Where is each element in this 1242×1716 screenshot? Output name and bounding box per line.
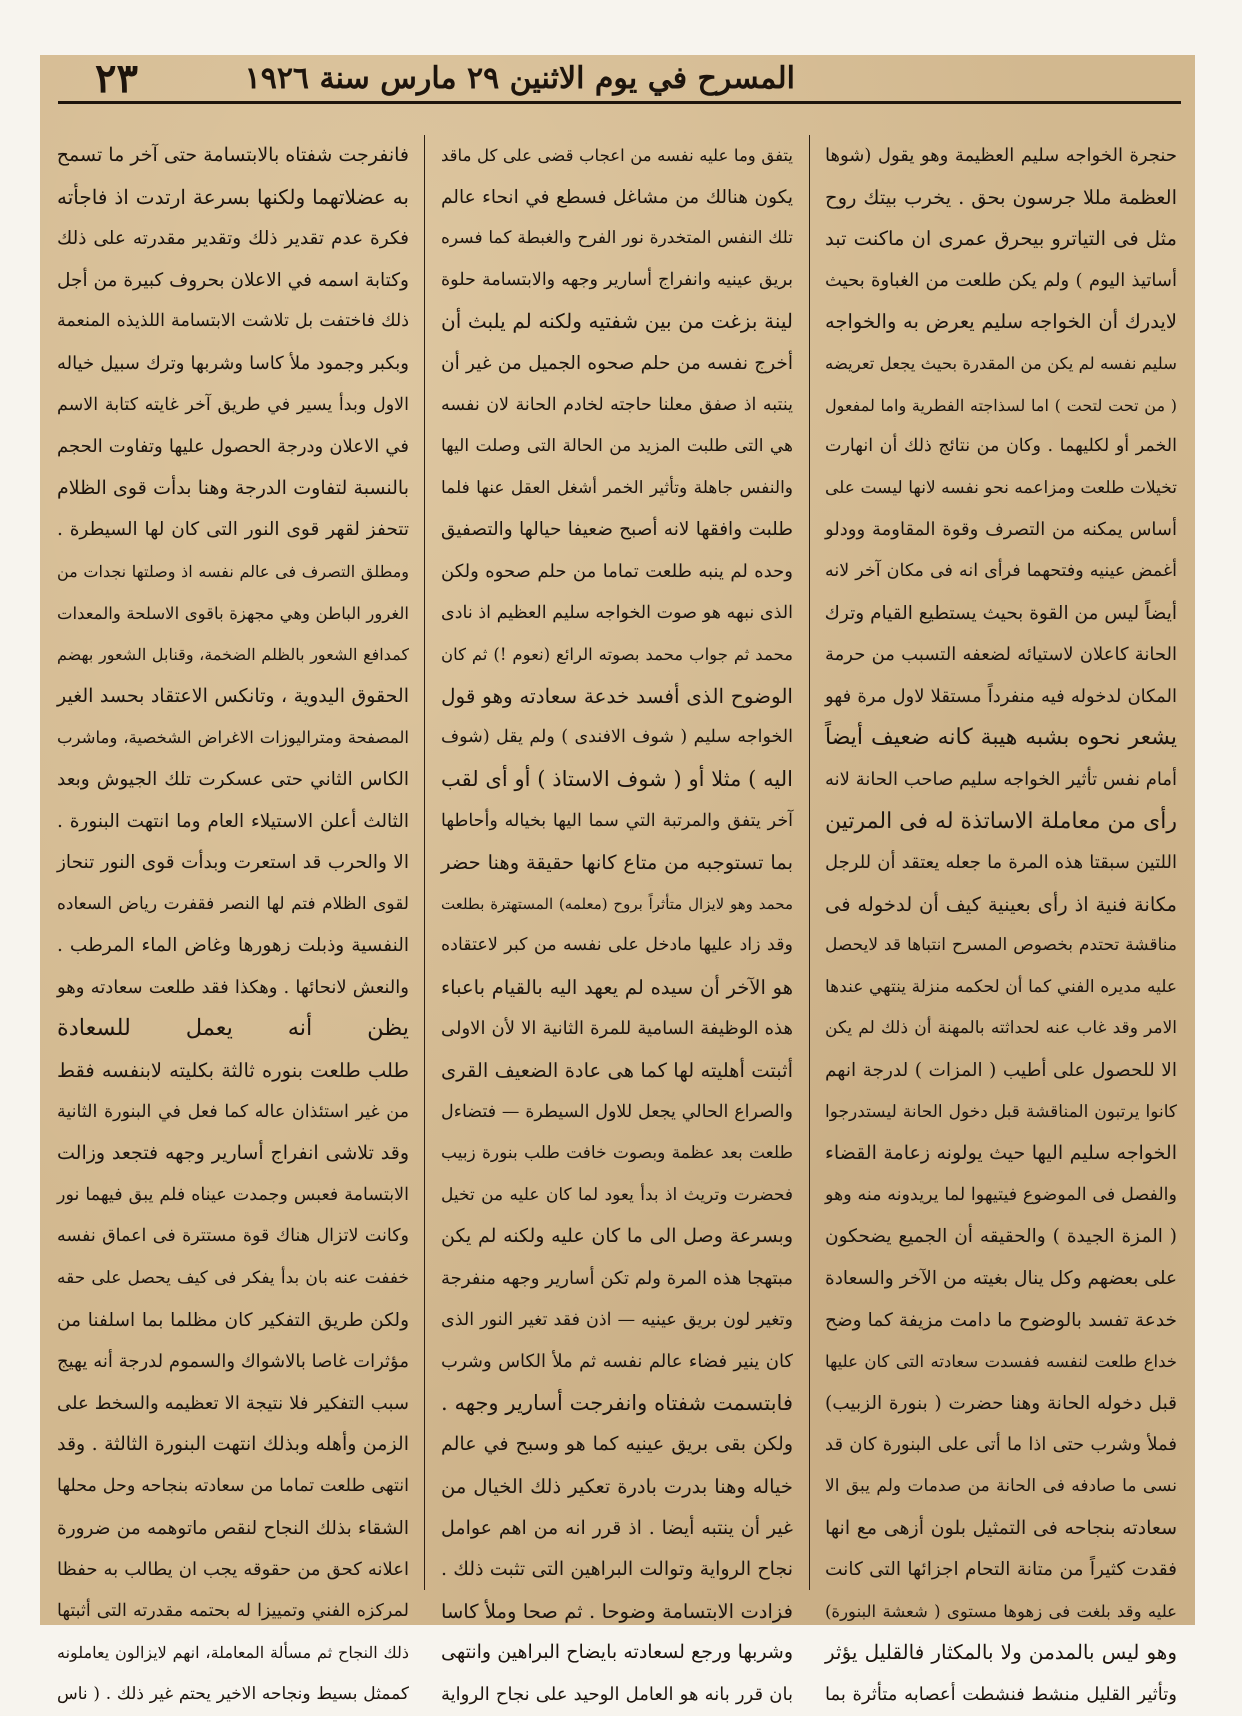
text-line: العظمة مللا جرسون بحق . يخرب بيتك روح [825,185,1177,209]
text-line: وبكبر وجمود ملأ كاسا وشربها وترك سبيل خياله [57,352,409,374]
text-line: لينة بزغت من بين شفتيه ولكنه لم يلبث أن [441,309,793,334]
text-line: لقوى الظلام فتم لها النصر فقفرت رياض السعاده [57,893,409,914]
text-line: لايدرك أن الخواجه سليم يعرض به والخواجه [825,310,1177,334]
text-line: مؤثرات غاصا بالاشواك والسموم لدرجة أنه يهيج [57,1351,409,1373]
text-line: أيضاً ليس من القوة بحيث يستطيع القيام وترك [824,602,1177,624]
text-line: الحقوق اليدوية ، وتانكس الاعتقاد بحسد الغير [57,684,409,707]
text-line: كانوا يرتبون المناقشة قبل دخول الحانة ليستدرجوا [825,1101,1177,1122]
text-line: خياله وهنا بدرت بادرة تعكير ذلك الخيال من [441,1475,793,1498]
text-line: مبتهجا هذه المرة ولم تكن أسارير وجهه منفرجة [441,1268,793,1290]
text-line: تلك النفس المتخدرة نور الفرح والغبطة كما فسره [441,228,793,249]
text-line: غير أن ينتبه أيضا . اذ قرر انه من اهم عوامل [441,1516,793,1539]
text-line: على بعضهم وكل ينال بغيته من الآخر والسعادة [825,1268,1177,1290]
text-line: فحضرت وتريث اذ بدأ يعود لما كان عليه من تخيل [441,1184,793,1205]
text-line: يتفق وما عليه نفسه من اعجاب قضى على كل ماقد [441,146,793,165]
text-line: خففت عنه بان بدأ يفكر فى كيف يحصل على حقه [57,1268,409,1289]
text-line: سعادته بنجاحه فى التمثيل بلون أزهى مع انها [825,1516,1177,1539]
text-line: خدعة تفسد بالوضوح ما دامت مزيفة كما وضح [825,1309,1177,1331]
text-line: قبل دخوله الحانة وهنا حضرت ( بنورة الزبيب) [825,1392,1177,1414]
text-line: وقد تلاشى انفراج أسارير وجهه فتجعد وزالت [57,1142,409,1165]
text-line: والصراع الحالي يجعل للاول السيطرة — فتضاءل [441,1101,793,1122]
text-line: أساس يمكنه من التصرف وقوة المقاومة وودلو [825,519,1177,541]
text-line: المكان لدخوله فيه منفرداً مستقلا لاول مرة فهو [825,685,1177,707]
text-line: مناقشة تحتدم بخصوص المسرح انتباها قد لايحصل [825,935,1177,956]
text-line: كمدافع الشعور بالظلم الضخمة، وقنابل الشعور بهضم [57,645,409,665]
text-line: وتأثير القليل منشط فنشطت أعصابه متأثرة بما [825,1683,1177,1705]
text-line: فقدت كثيراً من متانة التحام اجزائها التى كانت [825,1559,1177,1581]
text-line: عليه وقد بلغت فى زهوها مستوى ( شعشة البنورة) [825,1601,1177,1621]
page-title: المسرح في يوم الاثنين ٢٩ مارس سنة ١٩٢٦ [244,61,795,96]
text-line: أساتيذ اليوم ) ولم يكن طلعت من الغباوة بحيث [825,269,1177,291]
text-line: هو الآخر أن سيده لم يعهد اليه بالقيام باعباء [441,975,793,999]
column-divider [809,135,810,1590]
text-line: سبب التفكير فلا نتيجة الا تعظيمه والسخط على [57,1392,409,1414]
text-line: وشربها ورجع لسعادته بايضاح البراهين وانتهى [441,1641,793,1664]
text-line: فملأ وشرب حتى اذا ما أتى على البنورة كان قد [825,1434,1177,1456]
text-line: ذلك فاختفت بل تلاشت الابتسامة اللذيذه المنعمة [57,311,409,332]
text-line: الكاس الثاني حتى عسكرت تلك الجيوش وبعد [57,768,409,790]
text-line: فابتسمت شفتاه وانفرجت أسارير وجهه . [441,1390,793,1415]
text-line: يظن أنه يعمل للسعادة [57,1015,409,1042]
text-line: اعلانه كحق من حقوقه يجب ان يطالب به حفظا [57,1559,409,1581]
text-line: نجاح الرواية وتوالت البراهين التى تثبت ذلك . [441,1558,793,1581]
text-line: ( المزة الجيدة ) والحقيقه أن الجميع يضحكون [825,1226,1177,1248]
text-line: فزادت الابتسامة وضوحا . ثم صحا وملأ كاسا [441,1599,793,1623]
text-line: طلعت بعد عظمة وبصوت خافت طلب بنورة زبيب [441,1143,793,1164]
text-line: ولكن بقى بريق عينيه كما هو وسبح في عالم [441,1433,793,1456]
page-number: ٢٣ [95,55,138,102]
text-line: والفصل فى الموضوع فيتيهوا لما يريدونه منه وهو [825,1184,1177,1205]
text-line: كان ينير فضاء عالم نفسه ثم ملأ الكاس وشرب [441,1351,793,1373]
text-line: كممثل بسيط ونجاحه الاخير يحتم غير ذلك . ( ناس [57,1683,409,1704]
text-line: نسى ما صادفه فى الحانة من صدمات ولم يبق الا [825,1476,1177,1496]
text-line: مثل فى التياترو بيحرق عمرى ان ماكنت تبد [825,227,1177,251]
text-line: المصفحة ومتراليوزات الاغراض الشخصية، وماشرب [57,728,409,748]
text-line: الشقاء بذلك النجاح لنقص ماتوهمه من ضرورة [57,1517,409,1539]
text-line: الزمن وأهله وبذلك انتهت البنورة الثالثة . وقد [57,1433,409,1456]
newspaper-page [40,55,1195,1705]
text-line: يشعر نحوه بشبه هيبة كانه ضعيف أيضاً [825,725,1177,751]
text-line: ومطلق التصرف فى عالم نفسه اذ وصلتها نجدات من [57,561,409,581]
text-line: بالنسبة لتفاوت الدرجة وهنا بدأت قوى الظلام [57,476,409,499]
text-line: ولكن طريق التفكير كان مظلما بما اسلفنا من [57,1309,409,1331]
text-line: أخرج نفسه من حلم صحوه الجميل من غير أن [441,352,793,374]
text-line: طلب طلعت بنوره ثالثة بكليته لابنفسه فقط [57,1059,409,1083]
masthead [40,55,1195,105]
text-line: الابتسامة فعبس وجمدت عيناه فلم يبق فيهما نور [57,1184,409,1205]
text-line: الخواجه سليم اليها حيث يولونه زعامة القضاء [825,1142,1177,1165]
text-line: اليه ) مثلا أو ( شوف الاستاذ ) أو أى لقب [441,766,793,791]
text-line: وبسرعة وصل الى ما كان عليه ولكنه لم يكن [441,1225,793,1248]
text-line: لمركزه الفني وتمييزا له بحتمه مقدرته التى أثبتها [57,1600,409,1621]
text-line: فانفرجت شفتاه بالابتسامة حتى آخر ما تسمح [56,144,409,166]
text-line: رأى من معاملة الاساتذة له فى المرتين [825,808,1177,834]
text-line: ( من تحت لتحت ) اما لسذاجته الفطرية واما لمفعول [825,395,1177,415]
text-line: الا للحصول على أطيب ( المزات ) لدرجة انهم [825,1060,1177,1082]
text-line: الحانة كاعلان لاستيائه لضعفه التسبب من حرمة [825,644,1177,666]
header-rule [58,101,1181,104]
text-column-middle [441,135,793,1705]
text-line: طلبت وافقها لانه أصبح ضعيفا حيالها والتصفيق [441,519,793,541]
text-line: أثبتت أهليته لها كما هى عادة الضعيف القرى [441,1059,793,1083]
text-line: والنعش لانحائها . وهكذا فقد طلعت سعادته وهو [57,976,409,998]
text-line: تتحفز لقهر قوى النور التى كان لها السيطرة . [57,519,409,541]
text-line: مكانة فنية اذ رأى بعينية كيف أن لدخوله فى [825,892,1177,916]
text-line: هي التى طلبت المزيد من الحالة التى وصلت اليها [441,436,793,457]
text-line: ينتبه اذ صفق معلنا حاجته لخادم الحانة لان نفسه [441,394,793,415]
text-line: الثالث أعلن الاستيلاء العام وما انتهت البنورة . [57,810,409,832]
text-line: عليه مديره الفني كما أن لحكمه منزلة ينتهي عندها [825,976,1177,997]
text-line: وقد زاد عليها مادخل على نفسه من كبر لاعتقاده [441,935,793,956]
text-line: وهو ليس بالمدمن ولا بالمكثار فالقليل يؤثر [825,1640,1177,1665]
text-line: الوضوح الذى أفسد خدعة سعادته وهو قول [441,683,793,708]
text-line: يكون هنالك من مشاغل فسطع في انحاء عالم [441,186,793,208]
text-line: فكرة عدم تقدير ذلك وتقدير مقدرته على ذلك [57,228,409,250]
text-line: من غير استئذان عاله كما فعل في البنورة الثانية [57,1101,409,1122]
text-line: الامر وقد غاب عنه لحداثته بالمهنة أن ذلك لم يكن [825,1018,1177,1039]
text-line: انتهى طلعت تماما من سعادته بنجاحه وحل محلها [57,1476,409,1496]
text-line: حنجرة الخواجه سليم العظيمة وهو يقول (شوها [825,145,1177,166]
text-line: محمد وهو لايزال متأثراً بروح (معلمه) المستهترة بطلعت [441,894,793,913]
text-line: الخمر أو لكليهما . وكان من نتائج ذلك أن انهارت [825,436,1177,457]
text-column-left [56,135,409,1704]
text-line: الاول وبدأ يسير في طريق آخر غايته كتابة الاسم [57,394,409,415]
text-line: محمد ثم جواب محمد بصوته الرائع (نعوم !) ثم كان [441,645,793,665]
text-line: الا والحرب قد استعرت وبدأت قوى النور تنحاز [57,852,409,874]
text-line: أمام نفس تأثير الخواجه سليم صاحب الحانة لانه [825,768,1177,790]
text-line: سليم نفسه لم يكن من المقدرة بحيث يجعل تعريضه [825,353,1177,373]
text-line: اللتين سبقتا هذه المرة ما جعله يعتقد أن للرجل [825,852,1177,874]
text-line: وحده لم ينبه طلعت تماما من حلم صحوه ولكن [441,560,793,582]
text-line: بان قرر بانه هو العامل الوحيد على نجاح الرواية [441,1683,793,1705]
text-line: بما تستوجبه من متاع كانها حقيقة وهنا حضر [441,851,793,875]
text-line: وتغير لون بريق عينيه — اذن فقد تغير النور الذى [441,1309,793,1330]
text-line: تخيلات طلعت ومزاعمه نحو نفسه لانها ليست على [825,477,1177,498]
text-line: خداع طلعت لنفسه ففسدت سعادته التى كان عليها [825,1352,1177,1372]
text-line: الخواجه سليم ( شوف الافندى ) ولم يقل (شوف [441,727,793,748]
text-line: آخر يتفق والمرتبة التي سما اليها بخياله وأحاطها [441,810,793,831]
text-line: الذى نبهه هو صوت الخواجه سليم العظيم اذ نادى [441,602,793,623]
text-line: في الاعلان ودرجة الحصول عليها وتفاوت الحجم [57,436,409,458]
column-divider [424,135,425,1590]
text-column-right [824,135,1177,1705]
text-line: ذلك النجاح ثم مسألة المعاملة، انهم لايزالون يعاملونه [57,1643,409,1663]
text-line: وكتابة اسمه في الاعلان بحروف كبيرة من أجل [57,269,409,291]
text-line: وكانت لاتزال هناك قوة مستترة فى اعماق نفسه [57,1226,409,1247]
text-line: بريق عينيه وانفراج أسارير وجهه والابتسامة حلوة [441,269,793,290]
text-line: الغرور الباطن وهي مجهزة باقوى الاسلحة والمعدات [57,603,409,623]
text-line: والنفس جاهلة وتأثير الخمر أشغل العقل عنها فلما [441,477,793,498]
text-line: أغمض عينيه وفتحهما فرأى انه فى مكان آخر لانه [825,560,1177,581]
text-line: النفسية وذبلت زهورها وغاض الماء المرطب . [57,935,409,957]
text-line: هذه الوظيفة السامية للمرة الثانية الا لأن الاولى [441,1018,793,1040]
text-line: به عضلاتهما ولكنها بسرعة ارتدت اذ فاجأته [57,184,409,209]
